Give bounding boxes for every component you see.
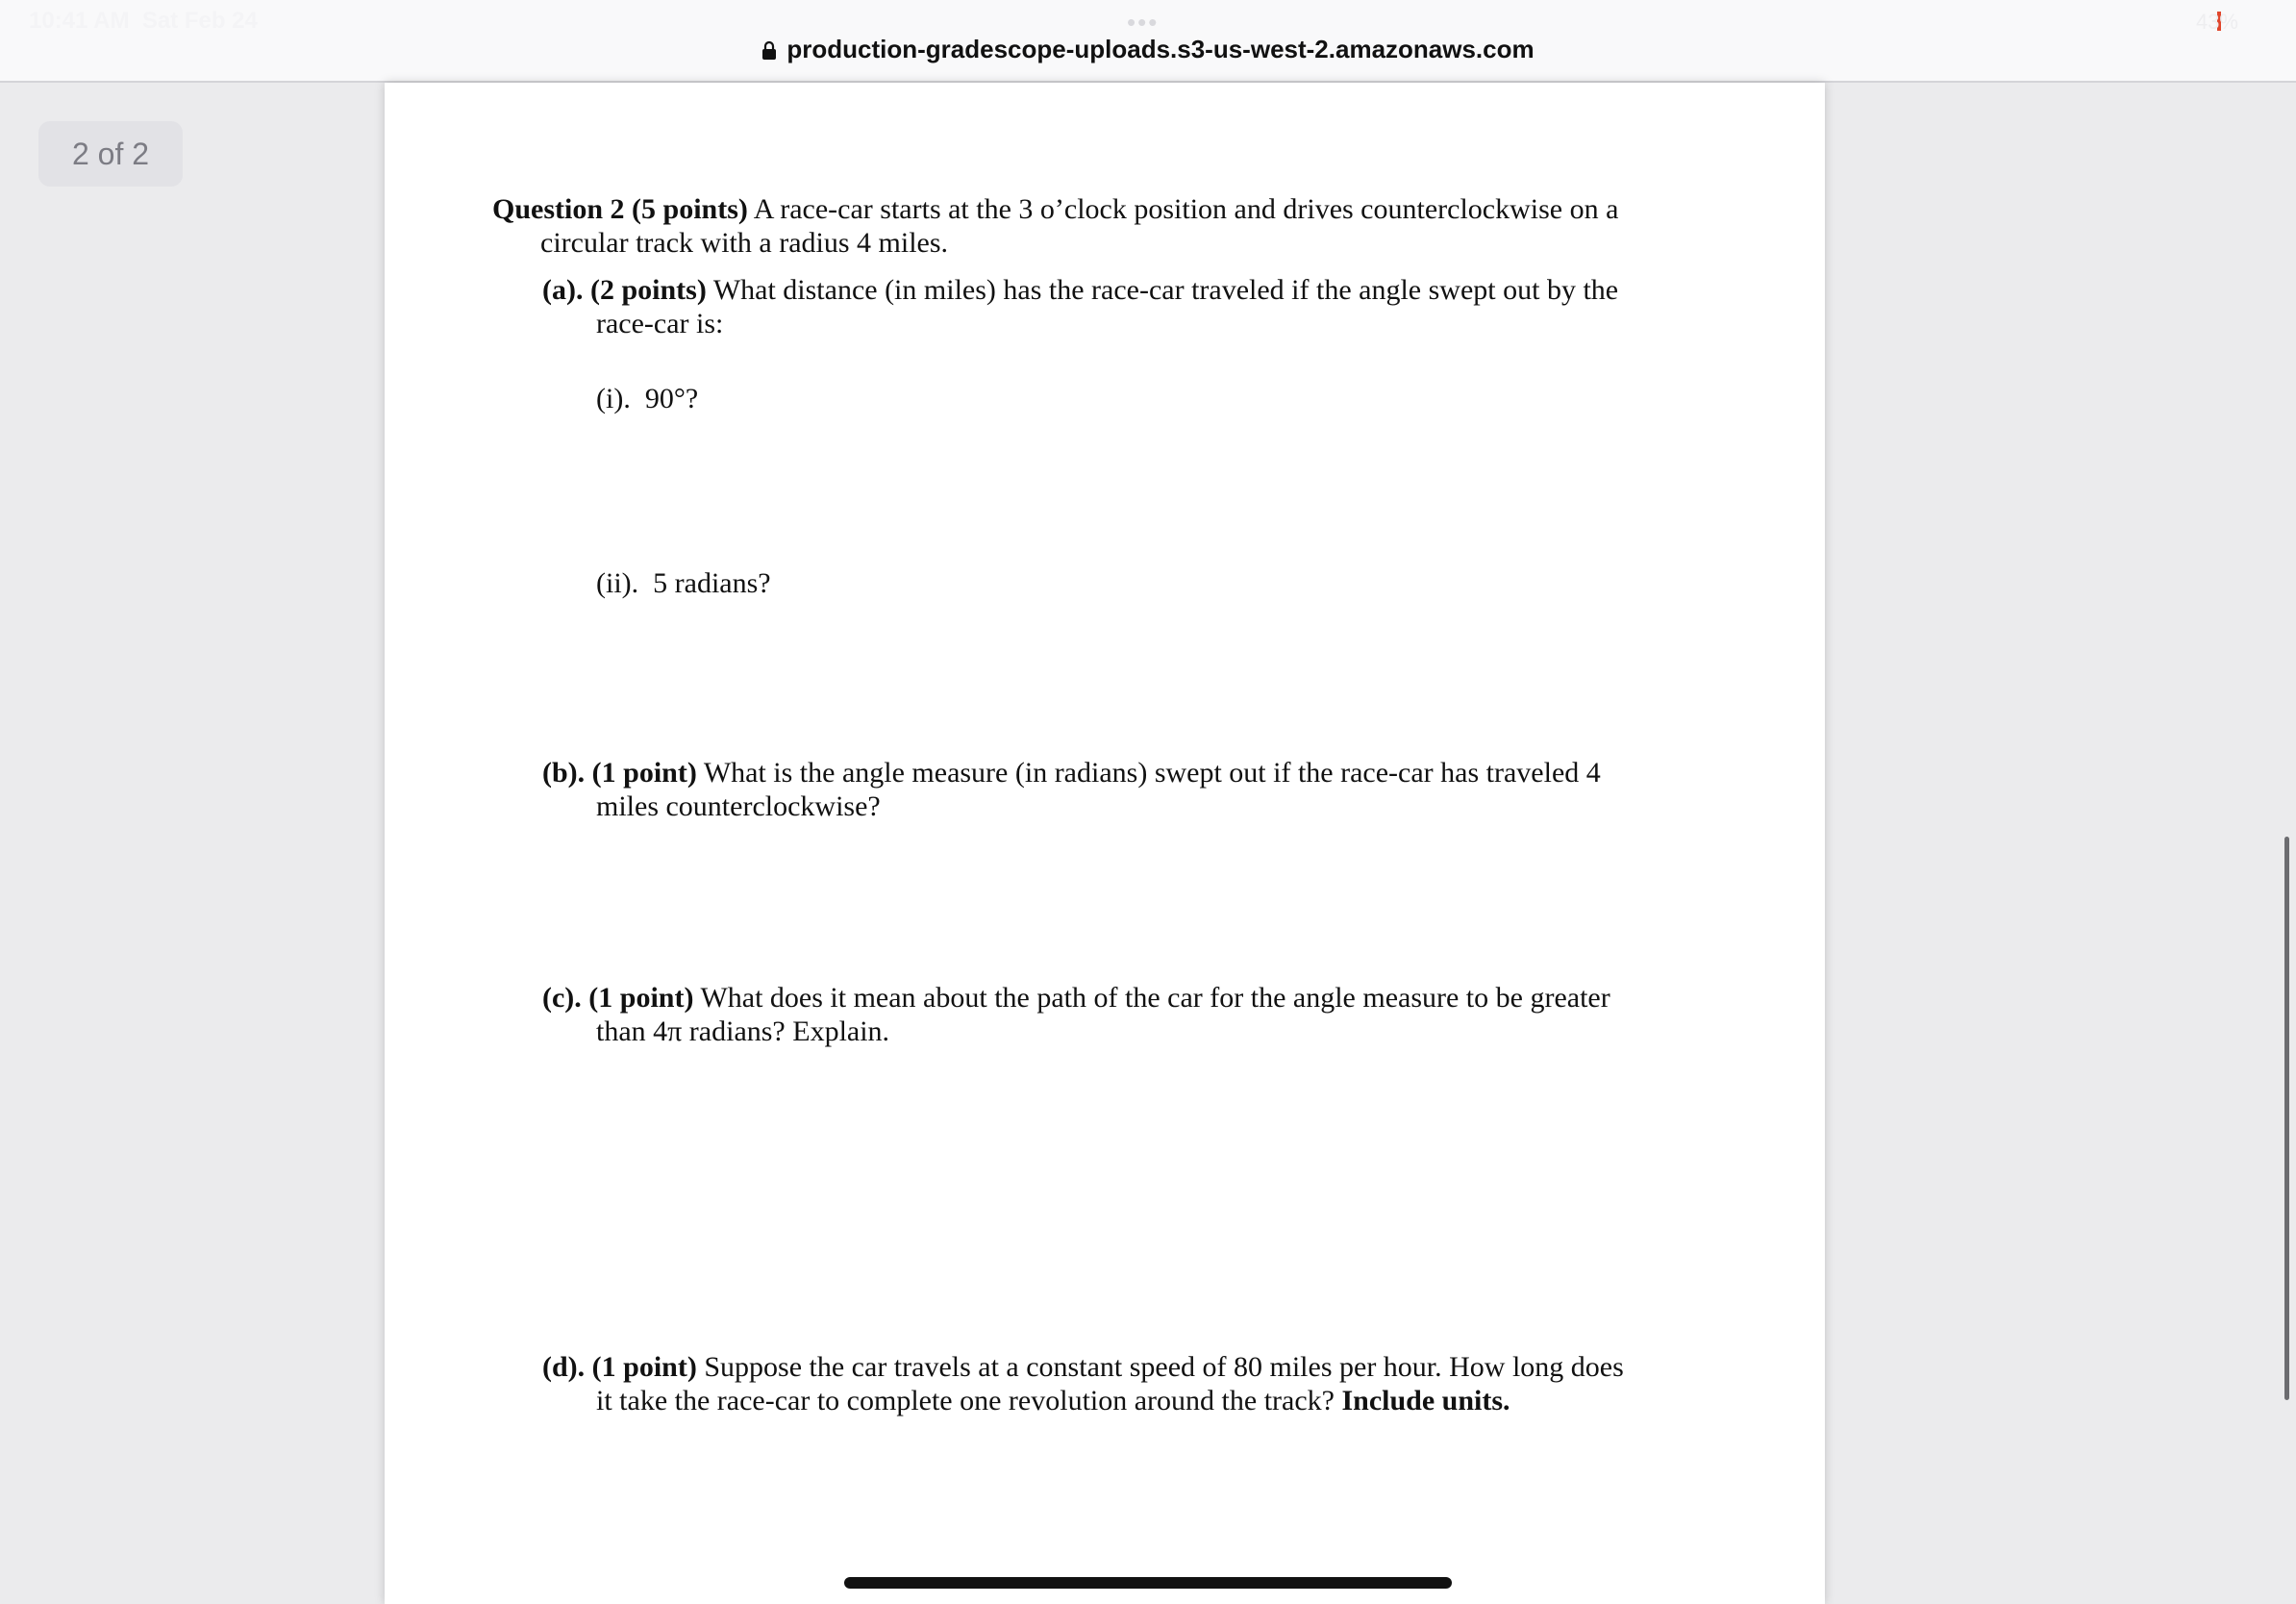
- subpart-ii: [596, 567, 771, 600]
- part-c-points: (1 point): [588, 982, 694, 1014]
- part-c-label: (c).: [542, 982, 582, 1014]
- part-d-text-second: it take the race-car to complete one revolution around the track?: [596, 1385, 1335, 1416]
- status-date: Sat Feb 24: [141, 8, 258, 34]
- part-c-text-first: What does it mean about the path of the car for the angle measure to be greater: [700, 982, 1610, 1014]
- part-a-label: (a).: [542, 274, 584, 306]
- home-indicator[interactable]: [844, 1577, 1452, 1589]
- part-a: [542, 273, 1719, 340]
- subpart-i-text: 90°?: [644, 383, 699, 414]
- subpart-ii-text: 5 radians?: [653, 567, 771, 599]
- part-b-label: (b).: [542, 757, 586, 789]
- url-text: production-gradescope-uploads.s3-us-west-2.amazonaws.com: [786, 35, 1535, 63]
- part-d: [542, 1350, 1719, 1417]
- subpart-ii-label: (ii).: [596, 567, 639, 599]
- question-2: [492, 192, 1719, 260]
- status-time-value: 10:41 AM: [29, 8, 130, 34]
- part-b: [542, 756, 1719, 823]
- pdf-page: [385, 83, 1825, 1604]
- question-text-first: A race-car starts at the 3 o’clock position and drives counterclockwise on a: [753, 193, 1619, 225]
- subpart-i: [596, 383, 698, 415]
- address-bar[interactable]: [0, 35, 2296, 64]
- part-a-text-first: What distance (in miles) has the race-car traveled if the angle swept out by the: [712, 274, 1619, 306]
- status-time: [29, 8, 258, 35]
- lock-icon: [761, 41, 777, 61]
- question-text-second: circular track with a radius 4 miles.: [540, 227, 949, 259]
- part-c: [542, 981, 1719, 1048]
- part-d-text-first: Suppose the car travels at a constant speed of 80 miles per hour. How long does: [704, 1351, 1624, 1383]
- part-d-points: (1 point): [591, 1351, 697, 1383]
- part-c-text-second: than 4π radians? Explain.: [596, 1015, 890, 1047]
- part-d-text-second-line: [542, 1384, 1719, 1417]
- part-b-text-second: miles counterclockwise?: [596, 790, 881, 822]
- multitasking-dots-icon[interactable]: •••: [1127, 8, 1160, 37]
- part-d-label: (d).: [542, 1351, 586, 1383]
- part-a-points: (2 points): [589, 274, 707, 306]
- status-battery: 43%: [2195, 10, 2238, 34]
- part-b-text-first: What is the angle measure (in radians) swept out if the race-car has traveled 4: [703, 757, 1601, 789]
- scrollbar[interactable]: [2284, 837, 2289, 1400]
- question-label: Question 2 (5 points): [492, 193, 748, 225]
- page-indicator: 2 of 2: [38, 121, 183, 187]
- part-d-emphasis: Include units.: [1341, 1385, 1510, 1416]
- part-a-text-second: race-car is:: [596, 308, 724, 339]
- browser-top-bar: [0, 0, 2296, 83]
- subpart-i-label: (i).: [596, 383, 631, 414]
- part-b-points: (1 point): [591, 757, 697, 789]
